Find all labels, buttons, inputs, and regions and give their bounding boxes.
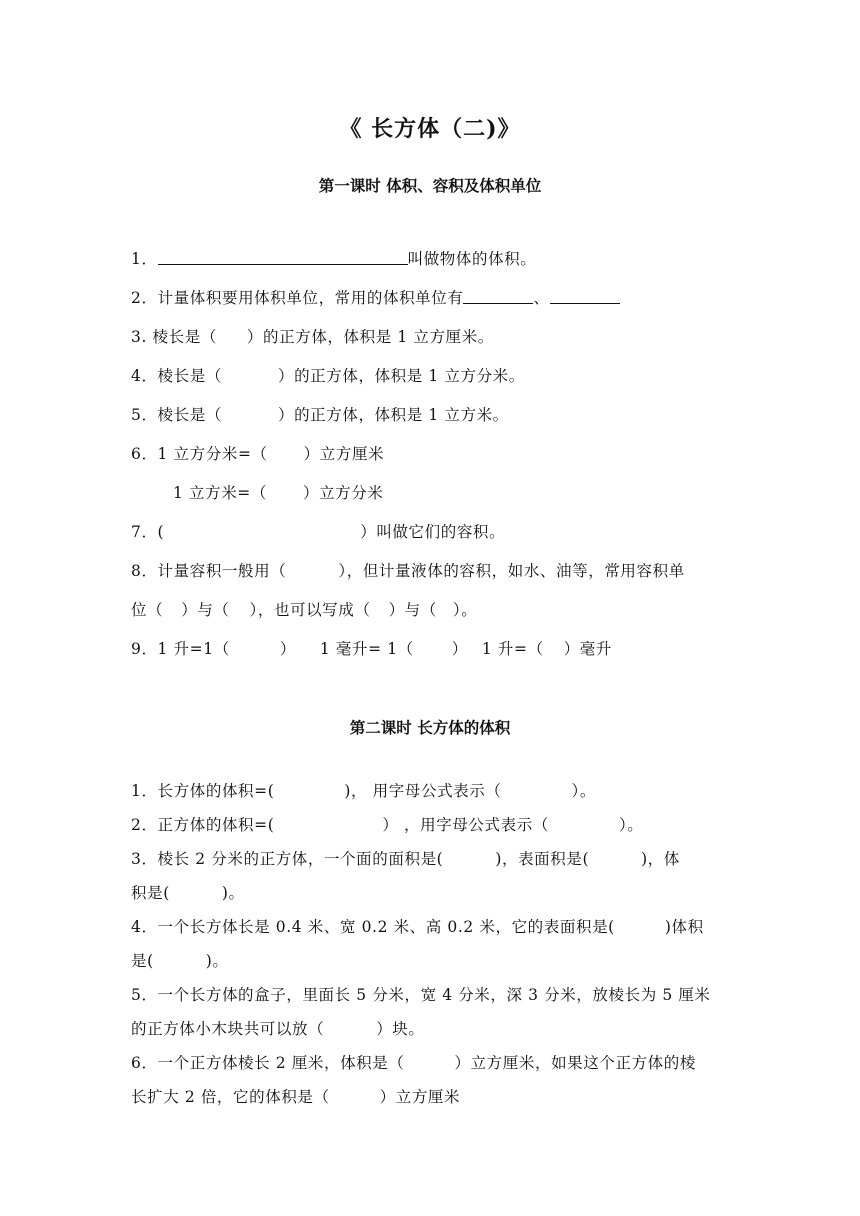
s1-question-3: 3. 棱长是（ ）的正方体，体积是 1 立方厘米。 bbox=[131, 328, 494, 346]
s2-question-1: 1．长方体的体积=( )， 用字母公式表示（ ）。 bbox=[131, 782, 596, 800]
section2-heading: 第二课时 长方体的体积 bbox=[349, 718, 511, 737]
s1-question-8b: 位（ ）与（ ），也可以写成（ ）与（ ）。 bbox=[131, 601, 478, 619]
s1-question-5: 5．棱长是（ ）的正方体，体积是 1 立方米。 bbox=[131, 406, 509, 424]
s1-question-2: 2．计量体积要用体积单位，常用的体积单位有 、 bbox=[131, 287, 731, 309]
page-title: 《 长方体（二)》 bbox=[339, 116, 521, 142]
s2-question-6b: 长扩大 2 倍，它的体积是（ ）立方厘米 bbox=[131, 1088, 461, 1106]
s2-question-3b: 积是( )。 bbox=[131, 884, 245, 902]
s1-question-6b: 1 立方米=（ ）立方分米 bbox=[173, 484, 384, 502]
s2-question-5b: 的正方体小木块共可以放（ ）块。 bbox=[131, 1020, 425, 1038]
s1-question-4: 4．棱长是（ ）的正方体，体积是 1 立方分米。 bbox=[131, 367, 525, 385]
s2-question-3a: 3．棱长 2 分米的正方体，一个面的面积是( )，表面积是( )，体 bbox=[131, 850, 680, 868]
s1-question-8a: 8．计量容积一般用（ ），但计量液体的容积，如水、油等，常用容积单 bbox=[131, 562, 685, 580]
s2-question-4a: 4．一个长方体长是 0.4 米、宽 0.2 米、高 0.2 米，它的表面积是( )体积 bbox=[131, 918, 704, 936]
s2-question-4b: 是( )。 bbox=[131, 952, 229, 970]
answer-blank[interactable] bbox=[550, 288, 620, 304]
s2-question-2: 2．正方体的体积=( ） ，用字母公式表示（ ）。 bbox=[131, 816, 644, 834]
s2-question-6a: 6．一个正方体棱长 2 厘米，体积是（ ）立方厘米，如果这个正方体的棱 bbox=[131, 1054, 696, 1072]
s1-question-9: 9．1 升=1（ ） 1 毫升= 1（ ） 1 升=（ ）毫升 bbox=[131, 640, 612, 658]
answer-blank[interactable] bbox=[463, 288, 533, 304]
s1-question-1: 1． 叫做物体的体积。 bbox=[131, 250, 537, 268]
s2-question-5a: 5．一个长方体的盒子，里面长 5 分米，宽 4 分米，深 3 分米，放棱长为 5 厘米 bbox=[131, 986, 711, 1004]
section1-heading: 第一课时 体积、容积及体积单位 bbox=[318, 176, 542, 195]
s1-question-7: 7．( ）叫做它们的容积。 bbox=[131, 523, 506, 541]
answer-blank[interactable] bbox=[158, 249, 408, 265]
s1-question-6a: 6．1 立方分米=（ ）立方厘米 bbox=[131, 445, 385, 463]
